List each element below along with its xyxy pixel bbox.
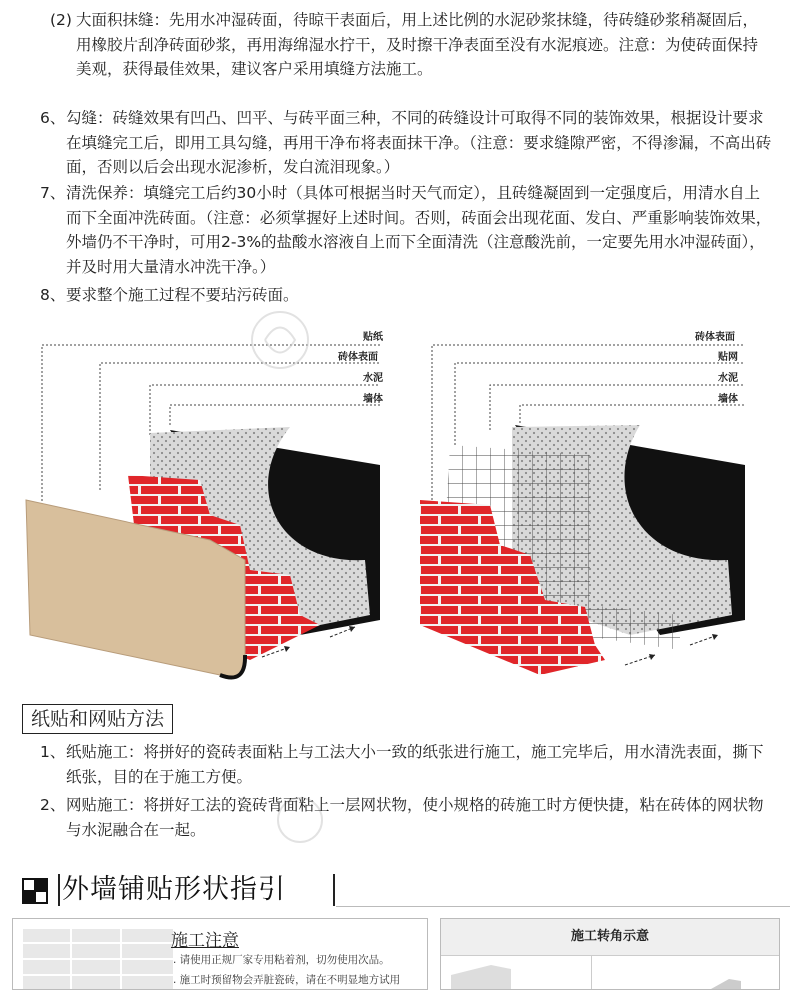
method-mesh: [40, 793, 775, 842]
title-bracket-right: [333, 874, 335, 906]
page-title: 外墙铺贴形状指引: [62, 874, 286, 905]
paper-sticking-diagram: [26, 330, 384, 678]
method-text: 网贴施工：将拼好工法的瓷砖背面粘上一层网状物，使小规格的砖施工时方便快捷，粘在砖体的网状物与水泥融合在一起。: [66, 796, 764, 839]
paragraph-text: 勾缝：砖缝效果有凹凸、凹平、与砖平面三种，不同的砖缝设计可取得不同的装饰效果，根据设计要求在填缝完工后，即用工具勾缝，再用干净布将表面抹干净。（注意：要求缝隙严密，不得渗漏，不高出砖面，否则以后会出现水泥渗析，发白流泪现象。）: [66, 109, 772, 176]
note-line: . 请使用正规厂家专用粘着剂，切勿使用次品。: [173, 954, 390, 966]
method-number: 1、: [40, 743, 66, 761]
note-line: . 施工时预留物会弄脏瓷砖，请在不明显地方试用: [173, 974, 401, 986]
label-brick-surface: 砖体表面: [695, 332, 735, 343]
paragraph-text: 大面积抹缝：先用水冲湿砖面，待晾干表面后，用上述比例的水泥砂浆抹缝，待砖缝砂浆稍凝固后，用橡胶片刮净砖面砂浆，再用海绵湿水拧干，及时擦干净表面至没有水泥痕迹。注意：为使砖面保持美观，获得最佳效果，建议客户采用填缝方法施工。: [76, 11, 759, 78]
method-paper: [40, 740, 775, 789]
notes-panel: [12, 918, 428, 990]
paragraph-text: 要求整个施工过程不要玷污砖面。: [66, 286, 299, 304]
corner-panel: [440, 918, 780, 990]
section-title-paper-mesh: 纸贴和网贴方法: [22, 704, 173, 734]
paragraph-number: (2): [50, 11, 72, 29]
panel-divider: [591, 955, 592, 989]
label-cement: 水泥: [718, 373, 738, 384]
checker-square-icon: [22, 878, 48, 904]
section-header-exterior-wall: [22, 872, 790, 908]
corner-sketch-image: [451, 963, 511, 989]
paragraph-number: 8、: [40, 286, 66, 304]
corner-title: 施工转角示意: [441, 919, 779, 956]
paragraph-cleaning: [40, 181, 775, 279]
method-text: 纸贴施工：将拼好的瓷砖表面粘上与工法大小一致的纸张进行施工，施工完毕后，用水清洗表面，撕下纸张，目的在于施工方便。: [66, 743, 764, 786]
mesh-sticking-diagram: [420, 330, 745, 675]
notes-title: 施工注意: [171, 931, 239, 951]
label-cement: 水泥: [363, 373, 383, 384]
corner-sketch-image: [711, 975, 751, 989]
label-wall: 墙体: [363, 394, 383, 405]
paragraph-number: 6、: [40, 109, 66, 127]
paragraph-text: 清洗保养：填缝完工后约30小时（具体可根据当时天气而定），且砖缝凝固到一定强度后，用清水自上而下全面冲洗砖面。（注意：必须掌握好上述时间。否则，砖面会出现花面、发白、严重影响装饰效果，外墙仍不干净时，可用2-3%的盐酸水溶液自上而下全面清洗（注意酸洗前，一定要先用水冲湿砖面），并及时用大量清水冲洗干净。）: [66, 184, 772, 276]
title-rule: [336, 906, 790, 907]
label-brick-surface: 砖体表面: [338, 352, 378, 363]
label-paper: 贴纸: [363, 332, 383, 343]
tile-grid-image: [23, 929, 173, 989]
label-mesh: 贴网: [718, 352, 738, 363]
paragraph-seam-wiping: [50, 8, 770, 82]
title-bracket-left: [58, 874, 60, 906]
construction-diagrams: [0, 315, 790, 695]
label-wall: 墙体: [718, 394, 738, 405]
paragraph-pointing: [40, 106, 775, 180]
paragraph-number: 7、: [40, 184, 66, 202]
method-number: 2、: [40, 796, 66, 814]
paragraph-no-stain: [40, 283, 775, 308]
